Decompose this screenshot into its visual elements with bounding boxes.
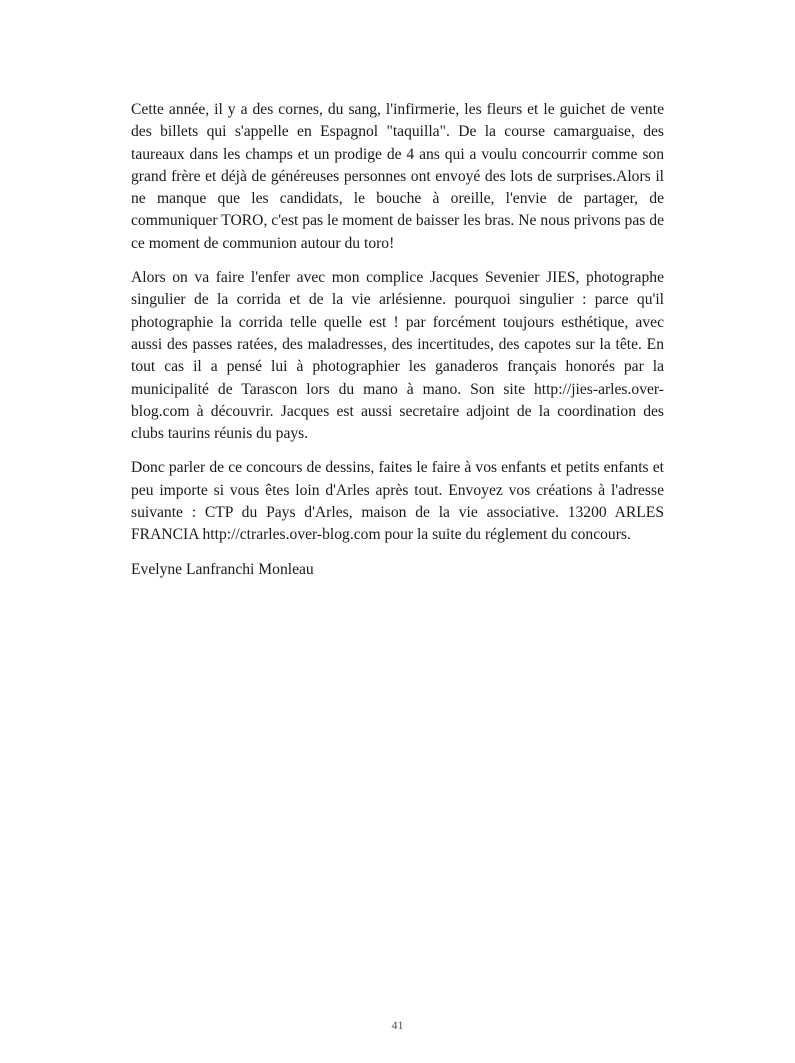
- paragraph-1: Cette année, il y a des cornes, du sang, l'infirmerie, les fleurs et le guichet de vente des billets qui s'appelle en Espagnol "taquilla". De la course camarguaise, des taureaux dans les champs et un prodige de 4 ans qui a voulu concourrir comme son grand frère et déjà de généreuses personnes ont envoyé des lots de surprises.Alors il ne manque que les candidats, le bouche à oreille, l'envie de partager, de communiquer TORO, c'est pas le moment de baisser les bras. Ne nous privons pas de ce moment de communion autour du toro!: [131, 101, 664, 252]
- author-signature: Evelyne Lanfranchi Monleau: [131, 560, 314, 578]
- article-body: [131, 99, 664, 581]
- page-number: 41: [391, 1018, 404, 1032]
- paragraph-2: Alors on va faire l'enfer avec mon complice Jacques Sevenier JIES, photographe singulier de la corrida et de la vie arlésienne. pourquoi singulier : parce qu'il photographie la corrida telle quelle est ! par forcément toujours esthétique, avec aussi des passes ratées, des maladresses, des incertitudes, des capotes sur la tête. En tout cas il a pensé lui à photographier les ganaderos français honorés par la municipalité de Tarascon lors du mano à mano. Son site http://jies-arles.over-blog.com à découvrir. Jacques est aussi secretaire adjoint de la coordination des clubs taurins réunis du pays.: [131, 269, 664, 443]
- paragraph-3: Donc parler de ce concours de dessins, faites le faire à vos enfants et petits enfants et peu importe si vous êtes loin d'Arles après tout. Envoyez vos créations à l'adresse suivante : CTP du Pays d'Arles, maison de la vie associative. 13200 ARLES FRANCIA http://ctrarles.over-blog.com pour la suite du réglement du concours.: [131, 459, 664, 544]
